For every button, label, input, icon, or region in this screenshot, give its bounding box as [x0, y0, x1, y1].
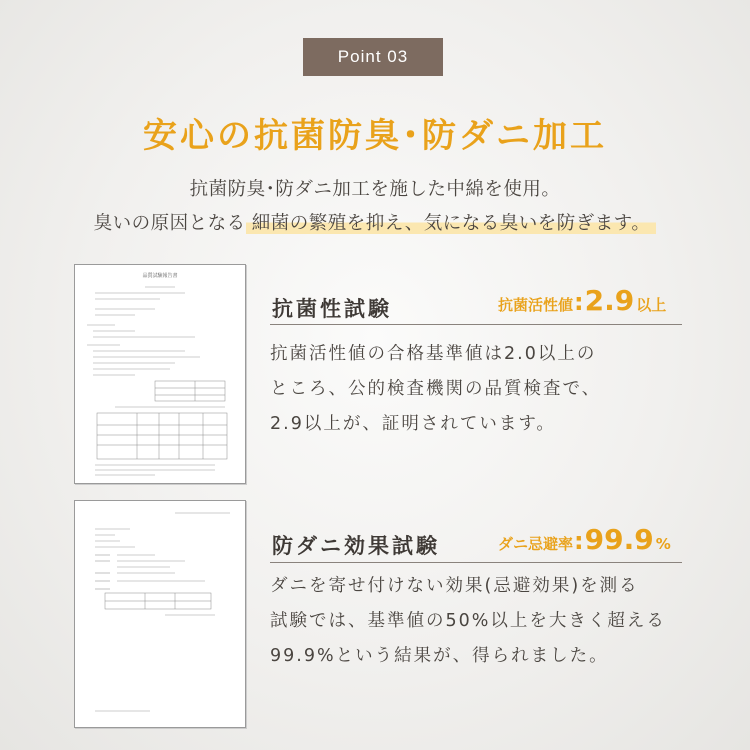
mite-test-heading: 防ダニ効果試験	[272, 534, 440, 558]
stat-colon: :	[574, 527, 584, 555]
antibacterial-stat	[498, 284, 666, 317]
antibacterial-stat-unit: 以上	[636, 296, 667, 314]
antibacterial-body-line: 抗菌活性値の合格基準値は2.0以上の	[270, 344, 597, 364]
antibacterial-test-report-image	[74, 264, 246, 484]
section1-divider	[270, 324, 682, 325]
mite-stat-value: 99.9	[584, 523, 654, 556]
antibacterial-stat-value: 2.9	[584, 284, 635, 317]
antibacterial-stat-label: 抗菌活性値	[498, 296, 574, 314]
page-title: 安心の抗菌防臭･防ダニ加工	[143, 116, 607, 156]
mite-stat-label: ダニ忌避率	[498, 535, 574, 553]
mite-test-report-image	[74, 500, 246, 728]
mite-body-line: 99.9%という結果が、得られました。	[270, 646, 609, 666]
mite-body	[270, 569, 690, 674]
section2-divider	[270, 562, 682, 563]
antibacterial-test-heading: 抗菌性試験	[272, 297, 392, 321]
intro-highlight: 細菌の繁殖を抑え、気になる臭いを防ぎます。	[246, 213, 657, 234]
stat-colon: :	[574, 288, 584, 316]
antibacterial-body	[270, 337, 690, 442]
mite-body-line: ダニを寄せ付けない効果(忌避効果)を測る	[270, 576, 639, 596]
intro-line-2	[0, 209, 750, 235]
point-badge: Point 03	[303, 38, 443, 76]
antibacterial-body-line: 2.9以上が、証明されています。	[270, 414, 556, 434]
mite-stat-unit: %	[655, 535, 671, 553]
intro-line-1: 抗菌防臭･防ダニ加工を施した中綿を使用。	[189, 179, 561, 200]
antibacterial-body-line: ところ、公的検査機関の品質検査で、	[270, 379, 602, 399]
mite-body-line: 試験では、基準値の50%以上を大きく超える	[270, 611, 666, 631]
intro-line-2-text: 臭いの原因となる	[93, 213, 246, 234]
doc-title: 品質試験報告書	[142, 273, 178, 279]
mite-stat	[498, 523, 671, 556]
